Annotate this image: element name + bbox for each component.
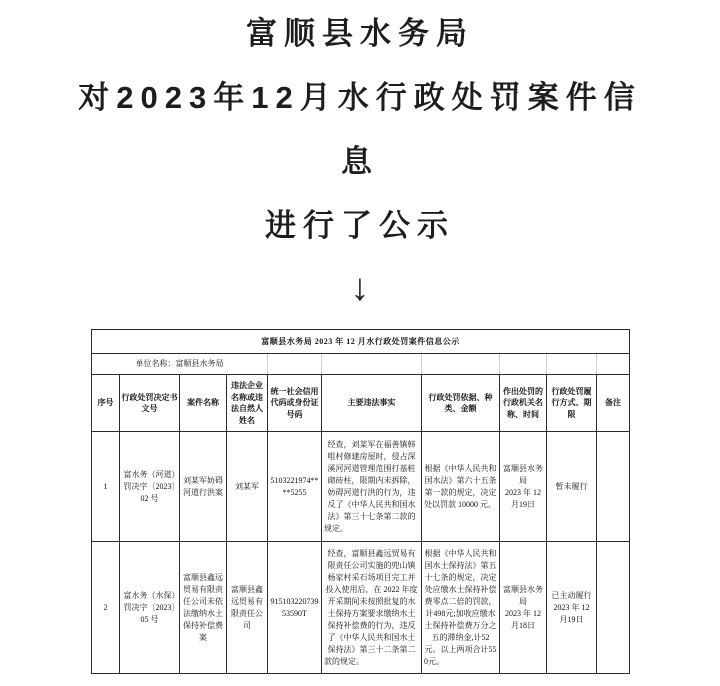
unit-row-empty-cell <box>322 354 422 375</box>
cell-case-name: 富顺县鑫远贸易有限责任公司未依法缴纳水土保持补偿费案 <box>180 542 227 674</box>
cell-authority <box>500 432 547 542</box>
cell-party-name: 富顺县鑫远贸易有限责任公司 <box>227 542 268 674</box>
column-header-case-name: 案件名称 <box>180 375 227 432</box>
cell-facts: 经查，富顺县鑫远贸易有限责任公司实施的兜山镇杨家村采石场项目完工并投入使用后，在 2022 年度开采期间未按照批复的水土保持方案要求缴纳水土保持补偿费的行为，违反了《中华人民共和国水土保持法》第三十二条第二款的规定。 <box>322 542 422 674</box>
authority-name: 富顺县水务局 <box>503 584 543 606</box>
unit-row-empty-cell <box>597 354 630 375</box>
page-title-line-4: 进行了公示 <box>265 208 455 243</box>
page-title-line-2: 对2023年12月水行政处罚案件信 <box>78 80 642 115</box>
column-header-facts: 主要违法事实 <box>322 375 422 432</box>
fulfillment-date: 2023 年 12 月19日 <box>553 602 590 624</box>
cell-penalty-basis: 根据《中华人民共和国水法》第六十五条第一款的规定，决定处以罚款 10000 元。 <box>422 432 500 542</box>
column-header-penalty-basis: 行政处罚依据、种类、金额 <box>422 375 500 432</box>
penalty-notice-table <box>91 329 630 674</box>
cell-decision-no: 富水务（水保）罚决字〔2023〕05 号 <box>120 542 180 674</box>
column-header-decision-no: 行政处罚决定书文号 <box>120 375 180 432</box>
cell-facts: 经查，刘某军在福善镇韩咀村修建房屋时，侵占深溪河河道管理范围打基桩砌砖柱，限期内未拆除，妨碍河道行洪的行为，违反了《中华人民共和国水法》第三十七条第二款的规定。 <box>322 432 422 542</box>
page-title-line-3: 息 <box>341 144 379 179</box>
column-header-party-name: 违法企业名称或违法自然人姓名 <box>227 375 268 432</box>
unit-row-empty-cell <box>422 354 500 375</box>
cell-seq: 2 <box>92 542 120 674</box>
unit-row-empty-cell <box>268 354 322 375</box>
unit-row-empty-cell <box>500 354 547 375</box>
table-row <box>92 542 630 674</box>
authority-date: 2023 年 12 月18日 <box>505 608 541 630</box>
column-header-credit-code: 统一社会信用代码或身份证号码 <box>268 375 322 432</box>
cell-case-name: 刘某军妨碍河道行洪案 <box>180 432 227 542</box>
authority-date: 2023 年 12 月19日 <box>505 487 541 509</box>
column-header-fulfillment: 行政处罚履行方式、期限 <box>547 375 597 432</box>
fulfillment-status: 已主动履行 <box>551 590 592 600</box>
page-title <box>0 0 720 258</box>
cell-seq: 1 <box>92 432 120 542</box>
cell-party-name: 刘某军 <box>227 432 268 542</box>
column-header-seq: 序号 <box>92 375 120 432</box>
cell-fulfillment <box>547 542 597 674</box>
table-row <box>92 432 630 542</box>
column-header-remark: 备注 <box>597 375 630 432</box>
fulfillment-status: 暂未履行 <box>555 481 588 491</box>
cell-penalty-basis: 根据《中华人民共和国水土保持法》第五十七条的规定，决定处应缴水土保持补偿费零点二倍的罚款，计498元;加收应缴水土保持补偿费万分之五的滞纳金,计52元。以上两项合计550元。 <box>422 542 500 674</box>
cell-credit-code: 91510322073953590T <box>268 542 322 674</box>
table-title: 富顺县水务局 2023 年 12 月水行政处罚案件信息公示 <box>92 330 630 354</box>
down-arrow-icon: ↓ <box>350 267 370 309</box>
cell-fulfillment <box>547 432 597 542</box>
unit-row-empty-cell <box>547 354 597 375</box>
notice-table-container <box>91 329 629 674</box>
cell-credit-code: 5103221974****5255 <box>268 432 322 542</box>
cell-decision-no: 富水务（河道）罚决字〔2023〕02 号 <box>120 432 180 542</box>
cell-remark <box>597 542 630 674</box>
authority-name: 富顺县水务局 <box>503 463 543 485</box>
unit-name-label: 单位名称：富顺县水务局 <box>92 354 268 375</box>
cell-remark <box>597 432 630 542</box>
cell-authority <box>500 542 547 674</box>
page-title-line-1: 富顺县水务局 <box>246 16 474 51</box>
column-header-authority: 作出处罚的行政机关名称、时间 <box>500 375 547 432</box>
